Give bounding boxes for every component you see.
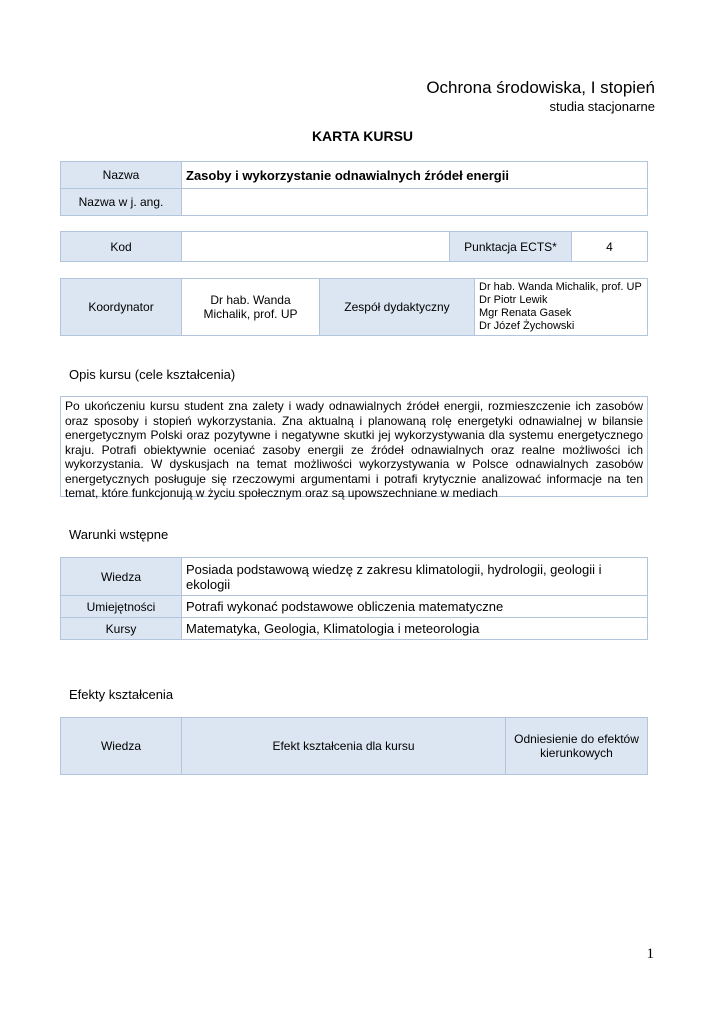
description-heading: Opis kursu (cele kształcenia): [69, 367, 236, 382]
code-label: Kod: [61, 232, 182, 262]
page-number: 1: [646, 946, 654, 962]
team-member: Mgr Renata Gasek: [479, 307, 572, 319]
outcomes-col-effect: Efekt kształcenia dla kursu: [182, 718, 506, 775]
course-name-table: [60, 161, 648, 216]
staff-table: [60, 278, 648, 336]
prereq-value: Posiada podstawową wiedzę z zakresu klimatologii, hydrologii, geologii i ekologii: [182, 558, 648, 596]
outcomes-col-knowledge: Wiedza: [61, 718, 182, 775]
prereq-value: Matematyka, Geologia, Klimatologia i meteorologia: [182, 618, 648, 640]
description-text: Po ukończeniu kursu student zna zalety i wady odnawialnych źródeł energii, rozmieszczenie ich zasobów oraz sposoby i stopień wykorzystania. Zna aktualną i planowaną rolę energetyki odnawialnej w bilansie energetycznym Polski oraz pozytywne i negatywne skutki jej wykorzystywania dla systemu energetycznego kraju. Potrafi obiektywnie oceniać zasoby energii ze źródeł odnawialnych oraz realne możliwości ich wykorzystania. W dyskusjach na temat możliwości wykorzystywania w Polsce odnawialnych zasobów energetycznych posługuje się rzeczowymi argumentami i potrafi krytycznie analizować informacje na ten temat, które funkcjonują w życiu społecznym oraz są upowszechniane w mediach: [60, 396, 648, 497]
course-code: [182, 232, 450, 262]
prereq-value: Potrafi wykonać podstawowe obliczenia matematyczne: [182, 596, 648, 618]
course-name: Zasoby i wykorzystanie odnawialnych źródeł energii: [182, 162, 648, 189]
name-en-label: Nazwa w j. ang.: [61, 189, 182, 216]
team-member: Dr hab. Wanda Michalik, prof. UP: [479, 281, 642, 293]
team-members: [475, 279, 648, 336]
coordinator-label: Koordynator: [61, 279, 182, 336]
outcomes-heading: Efekty kształcenia: [69, 687, 174, 702]
team-member: Dr Józef Żychowski: [479, 320, 575, 332]
prereq-label: Umiejętności: [61, 596, 182, 618]
prereq-label: Wiedza: [61, 558, 182, 596]
program-title: Ochrona środowiska, I stopień: [426, 78, 655, 97]
prereq-label: Kursy: [61, 618, 182, 640]
coordinator-value: Dr hab. Wanda Michalik, prof. UP: [182, 279, 320, 336]
ects-label: Punktacja ECTS*: [450, 232, 572, 262]
prerequisites-heading: Warunki wstępne: [69, 527, 169, 542]
team-label: Zespół dydaktyczny: [320, 279, 475, 336]
outcomes-col-reference: Odniesienie do efektów kierunkowych: [506, 718, 648, 775]
study-mode: studia stacjonarne: [549, 99, 655, 114]
code-ects-table: [60, 231, 648, 262]
course-name-en: [182, 189, 648, 216]
prerequisites-table: [60, 557, 648, 640]
team-member: Dr Piotr Lewik: [479, 294, 548, 306]
outcomes-table: [60, 717, 648, 775]
document-title: KARTA KURSU: [311, 128, 414, 144]
name-label: Nazwa: [61, 162, 182, 189]
ects-value: 4: [572, 232, 648, 262]
